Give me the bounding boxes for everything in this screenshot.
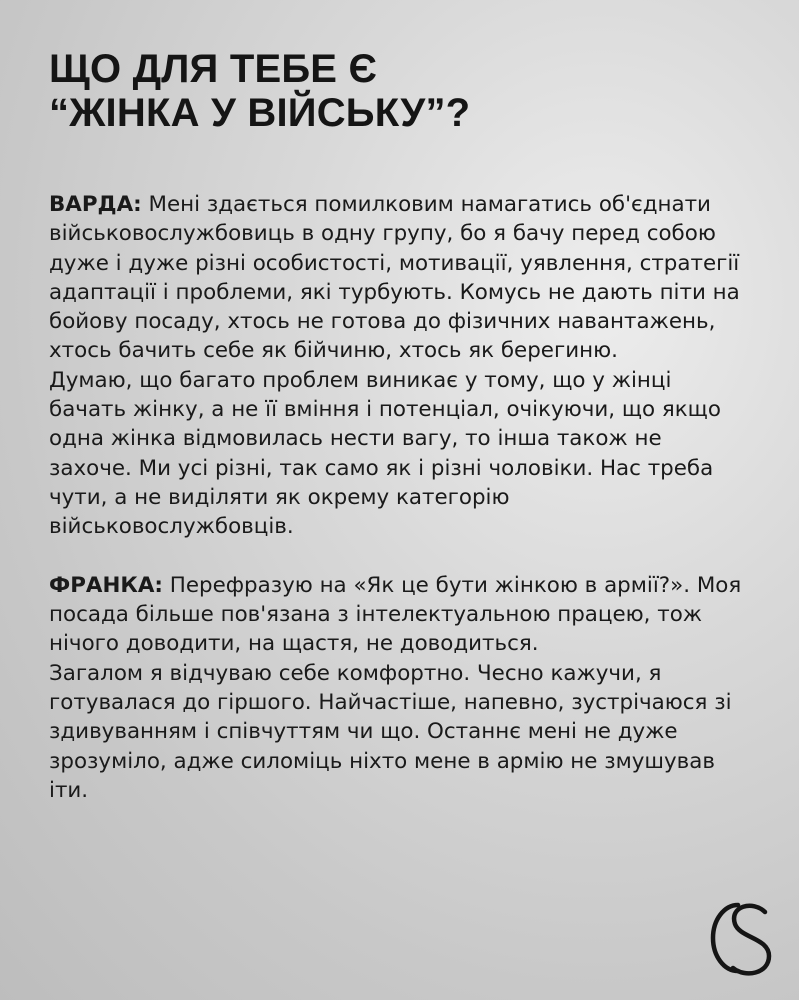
cs-monogram-icon (709, 898, 773, 978)
speaker-name: ФРАНКА: (49, 572, 163, 598)
answer-paragraph: Думаю, що багато проблем виникає у тому, що у жінці бачать жінку, а не її вміння і потенціал, очікуючи, що якщо одна жінка відмовилась нести вагу, то інша також не захоче. Ми усі різні, так само як і різні чоловіки. Нас треба чути, а не виділяти як окрему категорію військовослужбовців. (49, 367, 721, 540)
answer-text: Мені здається помилковим намагатись об'єднати військовослужбовиць в одну групу, бо я бачу перед собою дуже і дуже різні особистості, мотивації, уявлення, стратегії адаптації і проблеми, які турбують. Комусь не дають піти на бойову посаду, хтось не готова до фізичних навантажень, хтось бачить себе як бійчиню, хтось як берегиню. (49, 192, 740, 364)
title-line-1: ЩО ДЛЯ ТЕБЕ Є (49, 47, 378, 91)
speaker-name: ВАРДА: (49, 192, 142, 217)
answer-paragraph (49, 190, 749, 366)
page-title (49, 47, 470, 135)
answer-text: Перефразую на «Як це бути жінкою в армії?». Моя посада більше пов'язана з інтелектуальною працею, тож нічого доводити, на щастя, не доводиться. (49, 572, 742, 657)
answer-franka (49, 571, 749, 805)
answer-varda (49, 190, 749, 542)
answer-paragraph: Загалом я відчуваю себе комфортно. Чесно кажучи, я готувалася до гіршого. Найчастіше, напевно, зустрічаюся зі здивуванням і співчуттям чи що. Останнє мені не дуже зрозуміло, адже силоміць ніхто мене в армію не змушував іти. (49, 660, 732, 803)
answer-paragraph (49, 571, 749, 659)
answers-body (49, 190, 749, 835)
title-line-2: “ЖІНКА У ВІЙСЬКУ”? (49, 91, 471, 135)
